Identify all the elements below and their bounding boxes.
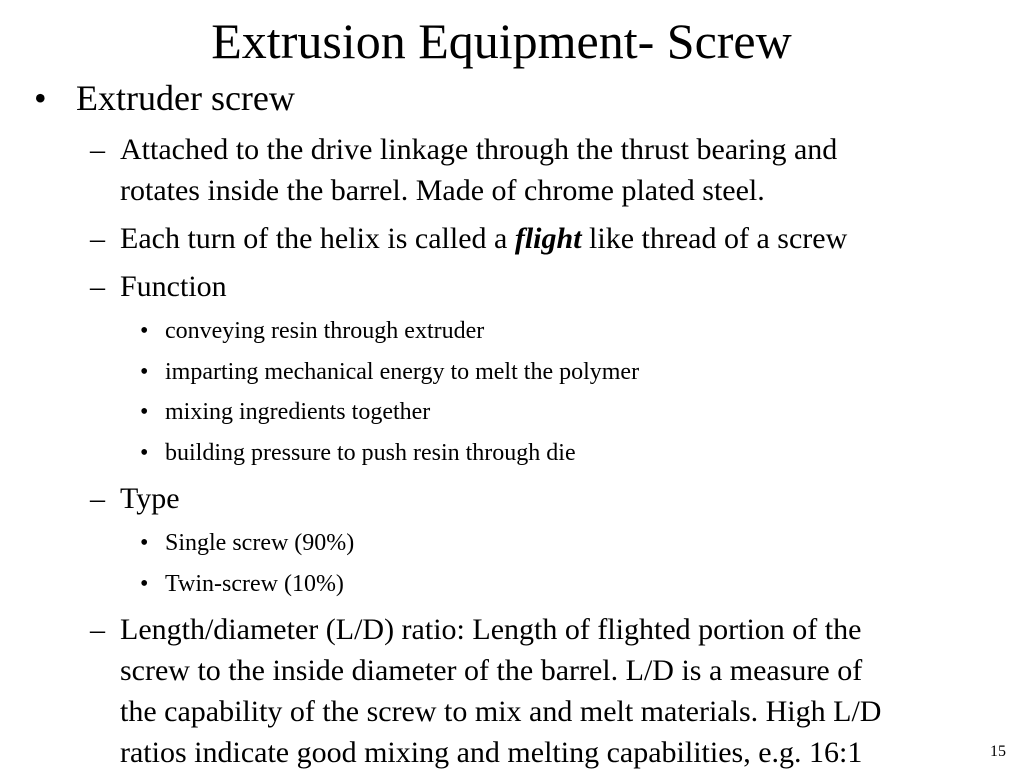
- subpoint-attached-line-2: rotates inside the barrel. Made of chrome plated steel.: [120, 174, 765, 207]
- subpoint-attached-line-1: Attached to the drive linkage through the thrust bearing and: [120, 133, 838, 166]
- dash-marker: –: [90, 613, 105, 646]
- function-item-text: mixing ingredients together: [165, 399, 431, 425]
- subpoint-flight-text: [120, 219, 847, 259]
- ld-ratio-line-1: Length/diameter (L/D) ratio: Length of flighted portion of the: [120, 613, 862, 646]
- function-item-text: imparting mechanical energy to melt the polymer: [165, 359, 640, 385]
- dash-marker: –: [90, 270, 105, 303]
- slide-title: Extrusion Equipment- Screw: [211, 13, 792, 69]
- sub-bullet-marker: •: [140, 318, 149, 344]
- ld-ratio-line-4: ratios indicate good mixing and melting capabilities, e.g. 16:1: [120, 736, 863, 769]
- bullet-heading: Extruder screw: [76, 78, 295, 118]
- ld-ratio-line-3: the capability of the screw to mix and melt materials. High L/D: [120, 695, 882, 728]
- function-item-text: conveying resin through extruder: [165, 318, 485, 344]
- flight-term: flight: [514, 222, 582, 255]
- dash-marker: –: [90, 482, 105, 515]
- slide-number: 15: [990, 743, 1006, 760]
- subpoint-type-label: Type: [120, 482, 180, 515]
- ld-ratio-line-2: screw to the inside diameter of the barrel. L/D is a measure of: [120, 654, 863, 687]
- sub-bullet-marker: •: [140, 359, 149, 385]
- sub-bullet-marker: •: [140, 571, 149, 597]
- sub-bullet-marker: •: [140, 399, 149, 425]
- function-item-text: building pressure to push resin through die: [165, 440, 576, 466]
- subpoint-function-label: Function: [120, 270, 227, 303]
- sub-bullet-marker: •: [140, 530, 149, 556]
- dash-marker: –: [90, 133, 105, 166]
- sub-bullet-marker: •: [140, 440, 149, 466]
- type-item-text: Single screw (90%): [165, 530, 355, 556]
- flight-text-before: Each turn of the helix is called a: [120, 222, 515, 255]
- bullet-marker: •: [34, 78, 47, 118]
- type-item-text: Twin-screw (10%): [165, 571, 344, 597]
- dash-marker: –: [90, 222, 105, 255]
- flight-text-after: like thread of a screw: [581, 222, 848, 255]
